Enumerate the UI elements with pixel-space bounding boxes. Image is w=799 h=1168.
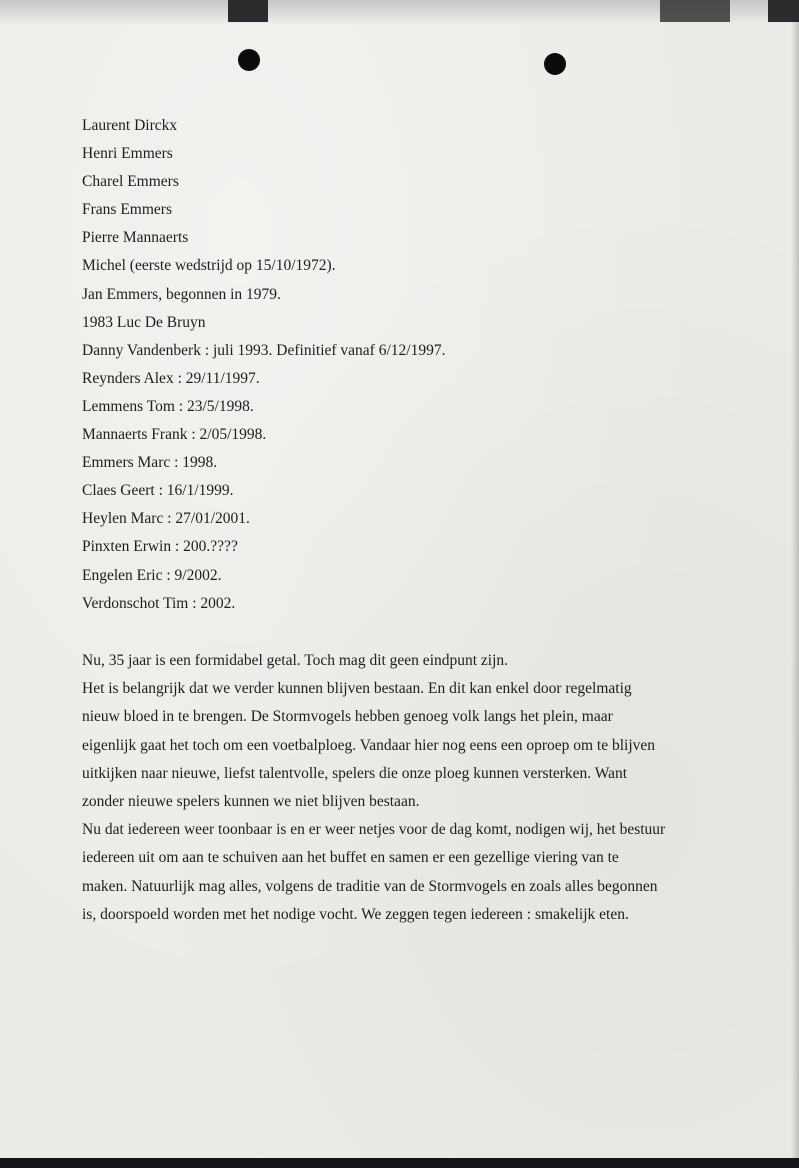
list-item: 1983 Luc De Bruyn bbox=[82, 313, 206, 331]
list-item: Danny Vandenberk : juli 1993. Definitief vanaf 6/12/1997. bbox=[82, 341, 446, 359]
list-item: Heylen Marc : 27/01/2001. bbox=[82, 510, 250, 528]
list-item: Frans Emmers bbox=[82, 201, 172, 219]
list-item: Mannaerts Frank : 2/05/1998. bbox=[82, 426, 267, 444]
list-item: Emmers Marc : 1998. bbox=[82, 454, 218, 472]
list-item: Verdonschot Tim : 2002. bbox=[82, 594, 236, 612]
list-item: Charel Emmers bbox=[82, 173, 179, 191]
list-item: Pinxten Erwin : 200.???? bbox=[82, 538, 238, 556]
list-item: Reynders Alex : 29/11/1997. bbox=[82, 369, 260, 387]
scan-artifact bbox=[768, 0, 799, 22]
closing-paragraph: Nu, 35 jaar is een formidabel getal. Toch mag dit geen eindpunt zijn. Het is belangrijk dat we verder kunnen blijven bestaan. En dit kan enkel door regelmatig nieuw bloed in te brengen. De Stormvogels hebben genoeg volk langs het plein, maar eigenlijk gaat het toch om een voetbalploeg. Vandaar hier nog eens een oproep om te blijven uitkijken naar nieuwe, liefst talentvolle, spelers die onze ploeg kunnen versterken. Want zonder nieuwe spelers kunnen we niet blijven bestaan. Nu dat iedereen weer toonbaar is en er weer netjes voor de dag komt, nodigen wij, het bestuur iedereen uit om aan te schuiven aan het buffet en samen er een gezellige viering van te maken. Natuurlijk mag alles, volgens de traditie van de Stormvogels en zoals alles begonnen is, doorspoeld worden met het nodige vocht. We zeggen tegen iedereen : smakelijk eten. bbox=[82, 652, 666, 923]
scan-artifact bbox=[660, 0, 730, 22]
player-list bbox=[82, 112, 445, 618]
list-item: Jan Emmers, begonnen in 1979. bbox=[82, 285, 281, 303]
list-item: Laurent Dirckx bbox=[82, 117, 178, 134]
list-item: Pierre Mannaerts bbox=[82, 229, 189, 247]
scan-bottom-edge bbox=[0, 1158, 799, 1168]
scan-artifact bbox=[228, 0, 268, 22]
list-item: Engelen Eric : 9/2002. bbox=[82, 566, 222, 584]
list-item: Lemmens Tom : 23/5/1998. bbox=[82, 397, 254, 415]
punch-hole-right bbox=[544, 53, 566, 75]
list-item: Henri Emmers bbox=[82, 145, 173, 163]
list-item: Claes Geert : 16/1/1999. bbox=[82, 482, 234, 500]
scan-right-edge bbox=[791, 20, 799, 1160]
list-item: Michel (eerste wedstrijd op 15/10/1972). bbox=[82, 257, 336, 275]
punch-hole-left bbox=[238, 49, 260, 71]
